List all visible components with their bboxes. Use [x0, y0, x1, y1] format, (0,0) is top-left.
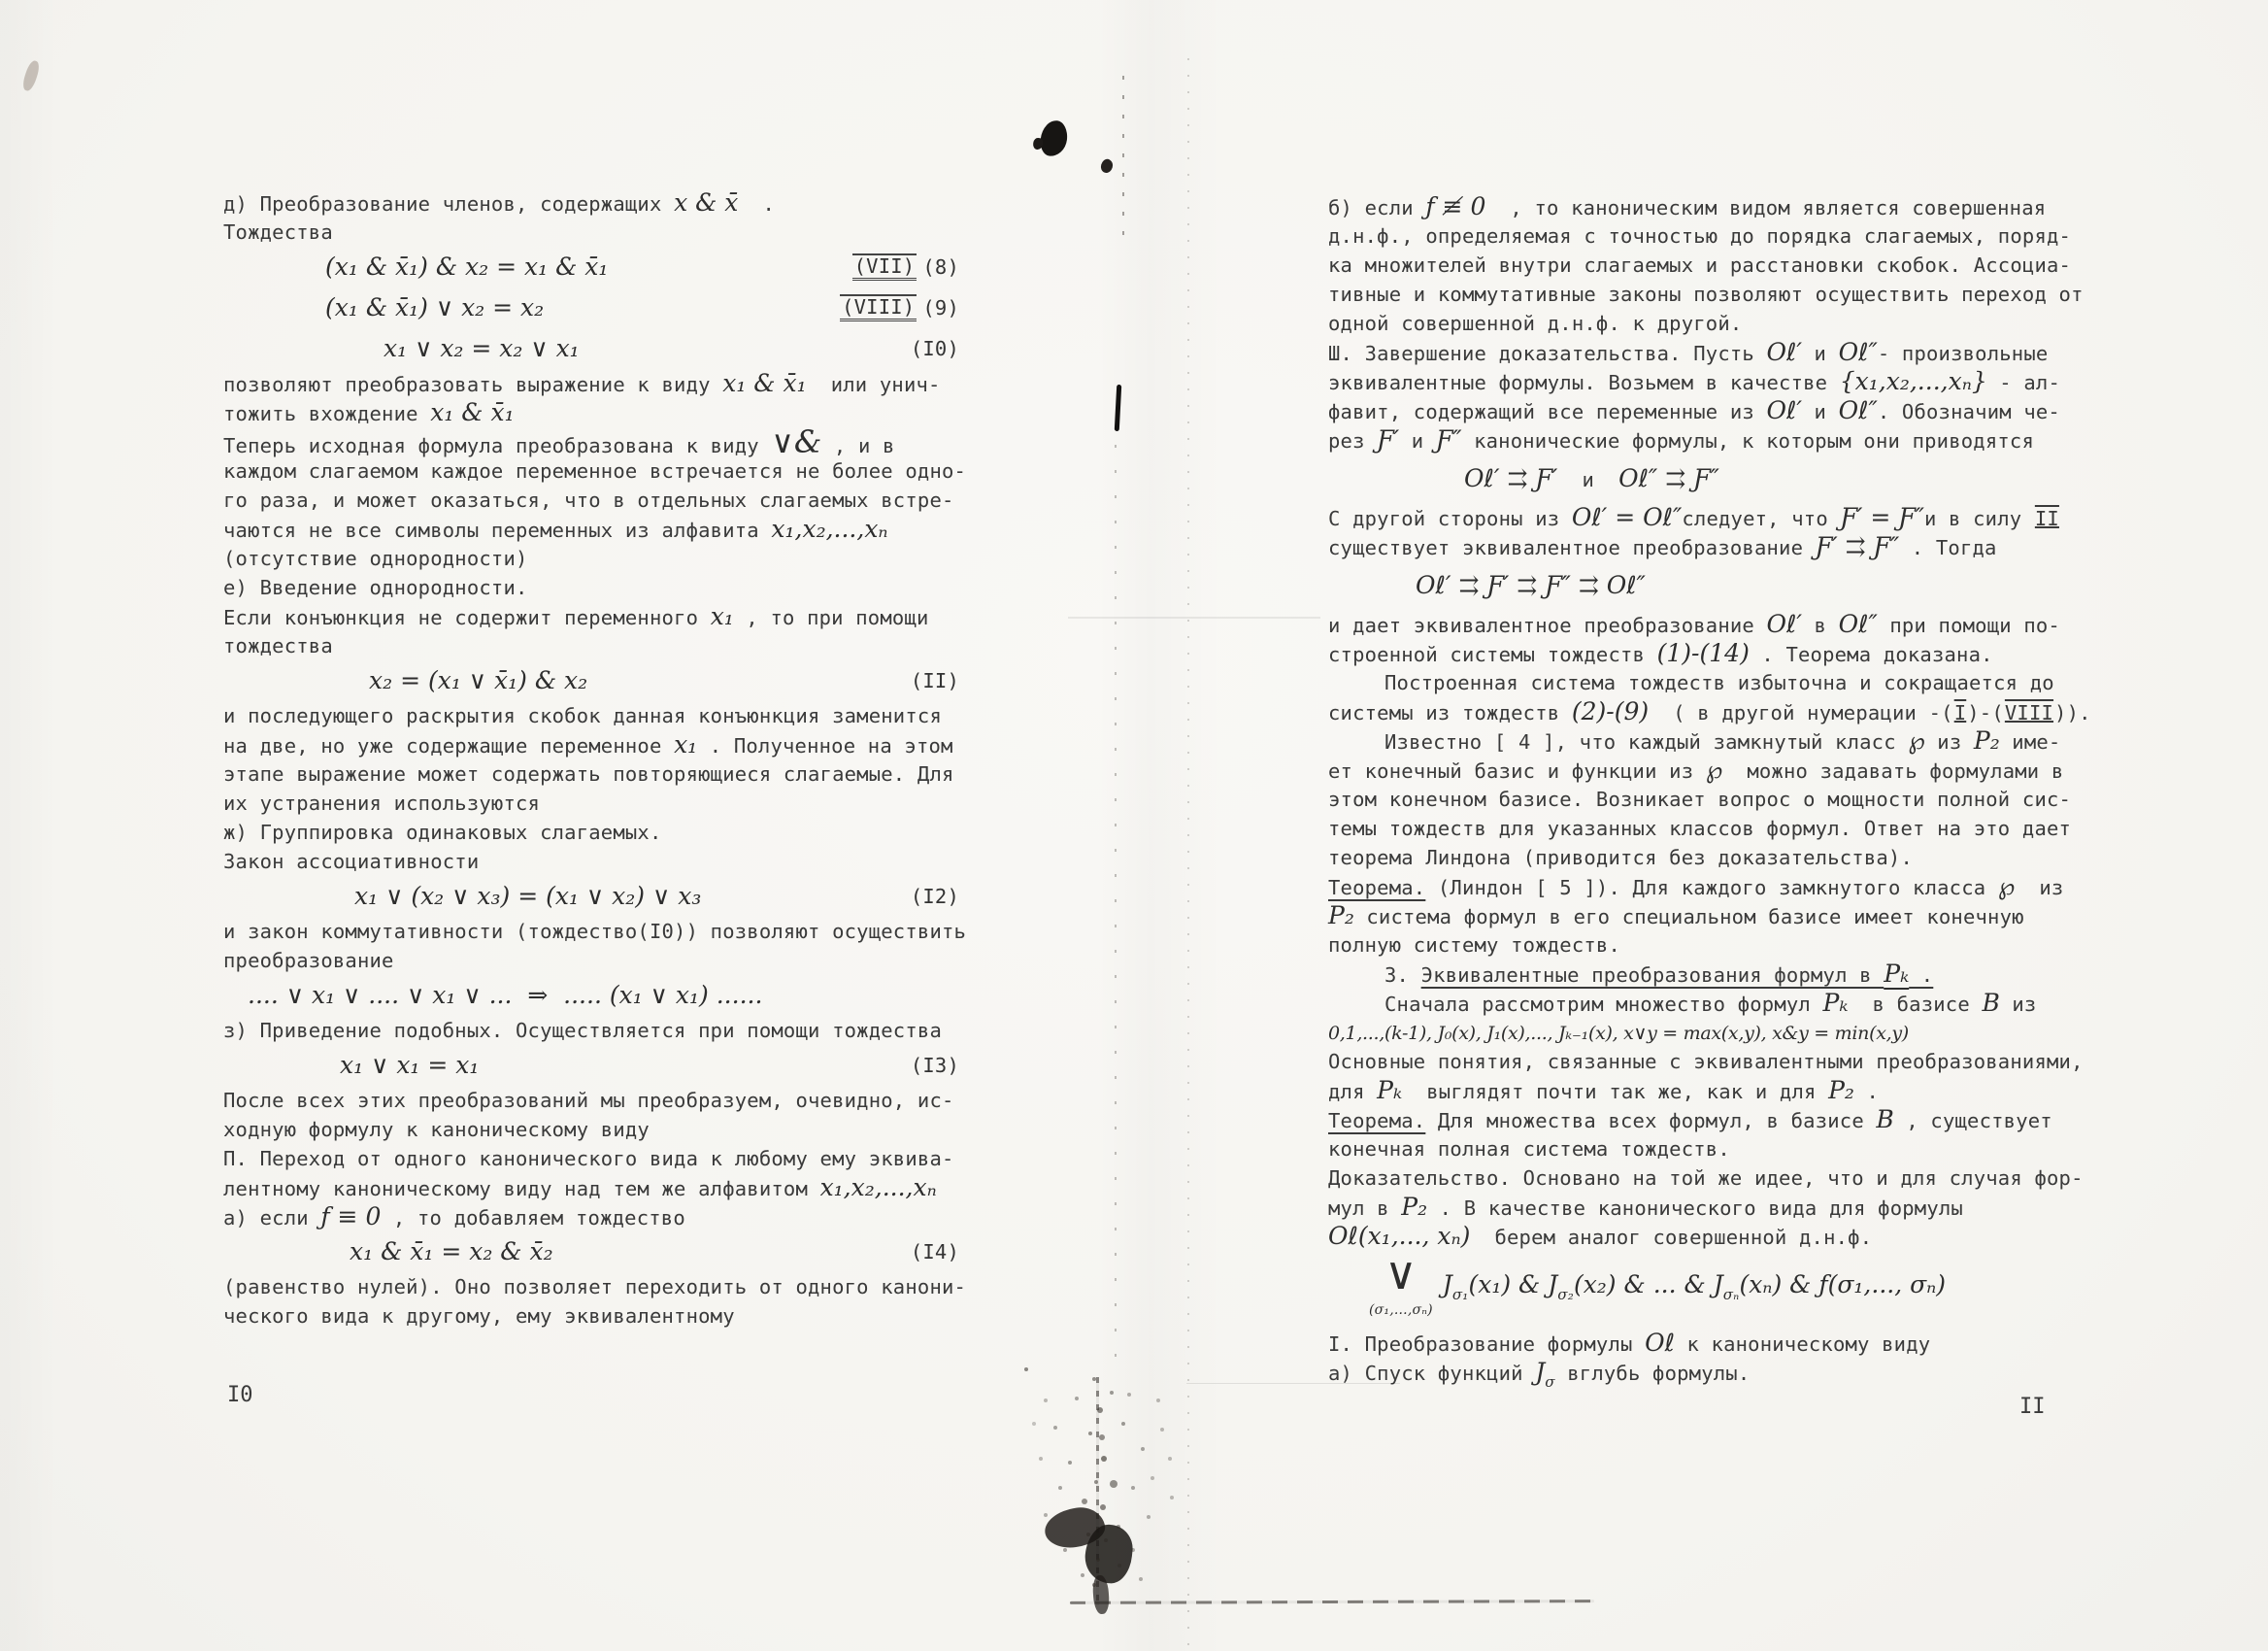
math-expression: Oℓ′ — [1766, 338, 1803, 366]
math-expression: Oℓ″ — [1838, 338, 1878, 366]
text-line: Oℓ(x₁,..., xₙ) берем аналог совершенной д.н.ф. — [1328, 1222, 1873, 1250]
text-line: ческого вида к другому, ему эквивалентному — [223, 1304, 735, 1328]
arabic-equation-label: (I2) — [910, 885, 959, 908]
text-line: ходную формулу к каноническому виду — [223, 1118, 650, 1141]
roman-equation-label: (VIII) — [840, 294, 917, 322]
text-line: е) Введение однородности. — [223, 576, 528, 599]
text-line: ка множителей внутри слагаемых и расстановки скобок. Ассоциа- — [1328, 253, 2072, 277]
math-expression: Oℓ′ ⇉ Ƒ′ ⇉ Ƒ″ ⇉ Oℓ″ — [1416, 571, 1646, 599]
text-line: каждом слагаемом каждое переменное встречается не более одно- — [223, 459, 967, 483]
math-expression: P₂ — [1328, 901, 1354, 929]
math-expression: Pₖ — [1377, 1076, 1403, 1104]
text-line: тивные и коммутативные законы позволяют осуществить переход от — [1328, 283, 2084, 306]
formula-line — [1328, 561, 2105, 610]
formula-line — [223, 328, 1000, 369]
text-line: а) если ƒ ≡ 0 , то добавляем тождество — [223, 1202, 685, 1230]
text-line: го раза, и может оказаться, что в отдельных слагаемых встре- — [223, 489, 954, 512]
text-line: Основные понятия, связанные с эквивалентными преобразованиями, — [1328, 1050, 2084, 1073]
scan-artifact-fold-line — [1186, 1383, 1400, 1384]
math-expression: x₁ ∨ x₂ = x₂ ∨ x₁ — [384, 334, 580, 362]
arabic-equation-label: (II) — [910, 669, 959, 692]
text-line: Построенная система тождеств избыточна и сокращается до — [1384, 671, 2054, 694]
text-span: Теорема. — [1328, 1109, 1426, 1132]
text-line: б) если ƒ ≢ 0 , то каноническим видом является совершенная — [1328, 192, 2047, 220]
formula-line — [223, 975, 1000, 1016]
equation-number — [852, 247, 959, 287]
math-expression: x₁ — [674, 730, 698, 758]
text-line: и последующего раскрытия скобок данная конъюнкция заменится — [223, 704, 942, 727]
equation-number — [911, 1045, 959, 1086]
math-expression: x₁,x₂,...,xₙ — [819, 1173, 937, 1201]
math-expression: J — [1535, 1358, 1546, 1386]
text-line: мул в P₂ . В качестве канонического вида для формулы — [1328, 1193, 1963, 1221]
math-expression: Ƒ′ ⇉ Ƒ″ — [1815, 532, 1900, 560]
math-expression: Oℓ′ — [1766, 396, 1803, 424]
math-expression: ℘ — [1908, 726, 1925, 755]
formula-line: Oℓ′ ⇉ Ƒ′ и Oℓ″ ⇉ Ƒ″ — [1464, 464, 1719, 492]
text-line: лентному каноническому виду над тем же алфавитом x₁,x₂,...,xₙ — [223, 1173, 937, 1201]
text-span: VIII — [2004, 701, 2054, 724]
math-expression: Ƒ′ — [1377, 425, 1400, 454]
scan-artifact-fold-dots — [1115, 445, 1117, 1367]
equation-number — [911, 660, 959, 701]
equation-number — [911, 328, 959, 369]
formula-line — [1328, 1247, 2105, 1329]
text-line: а) Спуск функций $J_\sigma$ вглубь формулы. — [1328, 1358, 1751, 1391]
scan-artifact-fold-dots-top — [1122, 76, 1124, 241]
math-expression — [1443, 1270, 1946, 1309]
page-number-left: I0 — [227, 1383, 253, 1407]
math-expression: Pₖ — [1884, 960, 1910, 988]
math-expression: Ƒ″ — [1435, 425, 1462, 454]
scan-artifact-speckles — [1024, 1367, 1028, 1371]
text-line: строенной системы тождеств (1)-(14) . Теорема доказана. — [1328, 639, 1993, 667]
text-line: тождества — [223, 634, 333, 657]
text-line: преобразование — [223, 949, 394, 972]
arabic-equation-label: (I4) — [910, 1240, 959, 1264]
text-line: Теорема. (Линдон [ 5 ]). Для каждого замкнутого класса ℘ из — [1328, 872, 2064, 900]
math-expression: (2)-(9) — [1571, 697, 1650, 725]
math-expression: J — [1548, 1270, 1558, 1298]
scan-artifact-small-mark — [1098, 157, 1116, 175]
text-line: Тождества — [223, 220, 333, 244]
text-line: тожить вхождение x₁ & x̄₁ — [223, 398, 515, 426]
text-line — [1328, 1018, 2105, 1047]
math-expression: Oℓ″ ⇉ Ƒ″ — [1618, 464, 1719, 492]
math-expression: P₂ — [1401, 1193, 1428, 1221]
scan-artifact-fold-dots — [1187, 58, 1189, 1646]
text-line: Если конъюнкция не содержит переменного x₁ , то при помощи — [223, 602, 929, 630]
big-disjunction-symbol: ∨ (σ₁,...,σₙ) — [1369, 1247, 1433, 1318]
math-expression: 0,1,...,(k-1), J₀(x), J₁(x),..., Jₖ₋₁(x), x∨y = max(x,y), x&y = min(x,y) — [1328, 1023, 1909, 1044]
math-expression: ℘ — [1997, 872, 2016, 900]
text-line: д) Преобразование членов, содержащих x & x̄ . — [223, 188, 776, 217]
math-expression: (xₙ) & ƒ(σ₁,..., σₙ) — [1739, 1270, 1947, 1298]
text-line: Закон ассоциативности — [223, 850, 480, 873]
text-line: P₂ система формул в его специальном базисе имеет конечную — [1328, 901, 2024, 929]
math-expression: Pₖ — [1822, 989, 1849, 1017]
text-span: . — [1909, 963, 1934, 987]
math-expression: B — [1876, 1105, 1894, 1133]
text-line: для Pₖ выглядят почти так же, как и для P₂ . — [1328, 1076, 1880, 1104]
math-expression: Oℓ″ — [1838, 396, 1878, 424]
math-expression: x₁,x₂,...,xₙ — [771, 515, 888, 543]
math-expression: J — [1442, 1270, 1452, 1298]
text-span: I — [1953, 701, 1967, 724]
text-line: ж) Группировка одинаковых слагаемых. — [223, 821, 662, 844]
text-line: существует эквивалентное преобразование Ƒ′ ⇉ Ƒ″ . Тогда — [1328, 532, 1997, 560]
math-expression: P₂ — [1828, 1076, 1854, 1104]
math-expression: (x₁ & x̄₁) ∨ x₂ = x₂ — [325, 293, 545, 321]
arabic-equation-label: (8) — [922, 255, 959, 279]
text-line: С другой стороны из Oℓ′ = Oℓ″следует, что Ƒ′ = Ƒ″и в силу II — [1328, 503, 2059, 531]
text-line: Доказательство. Основано на той же идее, что и для случая фор- — [1328, 1166, 2084, 1190]
math-expression: x & x̄ — [674, 188, 739, 217]
equation-number — [840, 287, 959, 328]
text-span: Эквивалентные преобразования формул в — [1420, 963, 1884, 987]
arabic-equation-label: (I0) — [910, 337, 959, 360]
text-line: конечная полная система тождеств. — [1328, 1137, 1730, 1161]
roman-equation-label: (VII) — [852, 253, 917, 282]
scan-artifact-fold-line — [1068, 617, 1320, 619]
math-expression: Oℓ′ — [1766, 610, 1803, 638]
math-expression: Ƒ′ = Ƒ″ — [1840, 503, 1924, 531]
text-line: их устранения используются — [223, 792, 541, 815]
text-line: на две, но уже содержащие переменное x₁ . Полученное на этом — [223, 730, 953, 758]
math-expression: σ₁ — [1451, 1286, 1469, 1303]
scan-artifact-smudge-trail — [1070, 1600, 1594, 1604]
math-expression: ∨& — [771, 423, 822, 460]
text-line: рез Ƒ′ и Ƒ″ канонические формулы, к которым они приводятся — [1328, 425, 2035, 454]
math-expression: σ — [1545, 1373, 1555, 1391]
formula-line — [223, 247, 1000, 287]
math-expression: ƒ ≡ 0 — [320, 1202, 382, 1230]
text-line: полную систему тождеств. — [1328, 933, 1621, 957]
text-line: фавит, содержащий все переменные из Oℓ′ и Oℓ″. Обозначим че- — [1328, 396, 2060, 424]
formula-line — [223, 1231, 1000, 1272]
math-expression: Oℓ′ = Oℓ″ — [1571, 503, 1683, 531]
page-number-right: II — [2019, 1395, 2046, 1419]
math-expression: x₁ & x̄₁ — [430, 398, 515, 426]
text-line: теорема Линдона (приводится без доказательства). — [1328, 846, 1914, 869]
math-expression: J — [1713, 1270, 1723, 1298]
math-expression: ℘ — [1705, 756, 1723, 784]
math-expression: x₁ — [710, 602, 734, 630]
arabic-equation-label: (9) — [922, 296, 959, 320]
scan-artifact-corner-mark — [20, 59, 41, 92]
text-line: и закон коммутативности (тождество(I0)) позволяют осуществить — [223, 920, 967, 943]
math-expression: B — [1982, 989, 2000, 1017]
math-expression: x₁ & x̄₁ = x₂ & x̄₂ — [350, 1237, 553, 1265]
equation-number — [911, 1231, 959, 1272]
math-expression: x₁ ∨ x₁ = x₁ — [340, 1051, 480, 1079]
formula-line — [223, 660, 1000, 701]
text-line: После всех этих преобразований мы преобразуем, очевидно, ис- — [223, 1089, 954, 1112]
text-line: (равенство нулей). Оно позволяет переходить от одного канони- — [223, 1275, 967, 1298]
math-expression: (1)-(14) — [1656, 639, 1750, 667]
text-line: Известно [ 4 ], что каждый замкнутый класс ℘ из P₂ име- — [1384, 726, 2061, 755]
equation-number — [911, 876, 959, 917]
math-expression: {x₁,x₂,...,xₙ} — [1839, 367, 1987, 395]
text-line: чаются не все символы переменных из алфавита x₁,x₂,...,xₙ — [223, 515, 888, 543]
text-line: Сначала рассмотрим множество формул Pₖ в базисе B из — [1384, 989, 2037, 1017]
math-expression: .... ∨ x₁ ∨ .... ∨ x₁ ∨ ... ⇒ ..... (x₁ ∨ x₁) ...... — [248, 981, 763, 1009]
text-line: 3. Эквивалентные преобразования формул в Pₖ . — [1384, 960, 1934, 988]
text-line: (отсутствие однородности) — [223, 547, 528, 570]
formula-line — [223, 1045, 1000, 1086]
math-expression: Oℓ — [1645, 1329, 1675, 1357]
math-expression: σₙ — [1722, 1286, 1740, 1303]
scan-artifact-fold-dash — [1115, 385, 1122, 431]
math-expression: Oℓ′ ⇉ Ƒ′ — [1464, 464, 1558, 492]
text-line: эквивалентные формулы. Возьмем в качестве {x₁,x₂,...,xₙ} - ал- — [1328, 367, 2060, 395]
math-expression: (x₁) & — [1468, 1270, 1549, 1298]
left-page-text-column — [223, 188, 1000, 1331]
formula-line — [223, 876, 1000, 917]
text-span: II — [2034, 507, 2059, 530]
text-line: I. Преобразование формулы Oℓ к каноническому виду — [1328, 1329, 1931, 1357]
math-expression: ƒ ≢ 0 — [1425, 192, 1486, 220]
math-expression: x₁ & x̄₁ — [722, 369, 807, 397]
scan-artifact-ink-blot — [1039, 118, 1069, 157]
text-line: системы из тождеств (2)-(9) ( в другой нумерации -(I)-(VIII)). — [1328, 697, 2091, 725]
text-line: этом конечном базисе. Возникает вопрос о мощности полной сис- — [1328, 788, 2072, 811]
text-line: позволяют преобразовать выражение к виду x₁ & x̄₁ или унич- — [223, 369, 941, 397]
math-expression: Oℓ″ — [1838, 610, 1878, 638]
math-expression: Oℓ(x₁,..., xₙ) — [1328, 1222, 1471, 1250]
text-line: и дает эквивалентное преобразование Oℓ′ в Oℓ″ при помощи по- — [1328, 610, 2060, 638]
text-line: д.н.ф., определяемая с точностью до порядка слагаемых, поряд- — [1328, 224, 2072, 248]
arabic-equation-label: (I3) — [910, 1054, 959, 1077]
text-line: П. Переход от одного канонического вида к любому ему эквива- — [223, 1147, 954, 1170]
text-line: Теперь исходная формула преобразована к виду ∨& , и в — [223, 423, 895, 460]
math-expression: P₂ — [1973, 726, 2000, 755]
text-line: з) Приведение подобных. Осуществляется при помощи тождества — [223, 1019, 942, 1042]
formula-line — [223, 287, 1000, 328]
text-line: ет конечный базис и функции из ℘ можно задавать формулами в — [1328, 756, 2064, 784]
text-span: Теорема. — [1328, 876, 1426, 899]
right-page-text-column — [1328, 192, 2105, 1391]
math-expression: (x₁ & x̄₁) & x₂ = x₁ & x̄₁ — [325, 253, 609, 281]
math-expression: (x₂) & ... & — [1573, 1270, 1714, 1298]
math-expression: x₂ = (x₁ ∨ x̄₁) & x₂ — [369, 666, 588, 694]
math-expression: x₁ ∨ (x₂ ∨ x₃) = (x₁ ∨ x₂) ∨ x₃ — [354, 882, 702, 910]
text-line: темы тождеств для указанных классов формул. Ответ на это дает — [1328, 817, 2072, 840]
text-line: одной совершенной д.н.ф. к другой. — [1328, 312, 1743, 335]
math-expression: σ₂ — [1557, 1286, 1574, 1303]
text-line: Ш. Завершение доказательства. Пусть Oℓ′ и Oℓ″- произвольные — [1328, 338, 2049, 366]
text-line: этапе выражение может содержать повторяющиеся слагаемые. Для — [223, 762, 954, 786]
text-line: Теорема. Для множества всех формул, в базисе B , существует — [1328, 1105, 2052, 1133]
